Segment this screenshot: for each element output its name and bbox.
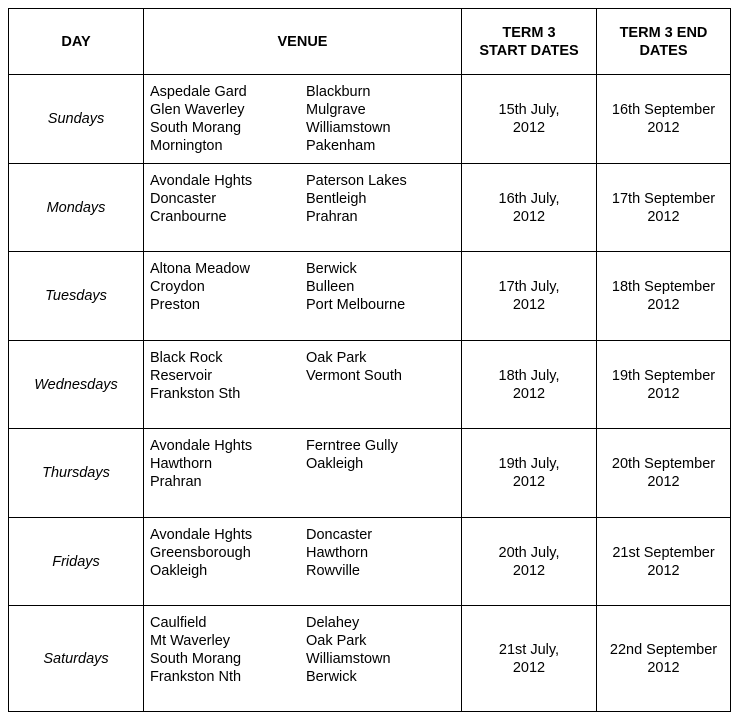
venue-column-2 xyxy=(306,260,456,314)
venue-name: Berwick xyxy=(306,669,357,685)
term-start-date: 17th July, 2012 xyxy=(498,279,560,313)
term-start-date: 21st July, 2012 xyxy=(498,641,560,676)
table-row xyxy=(9,252,731,341)
table-row xyxy=(9,606,731,712)
term-start-cell xyxy=(462,429,597,518)
term-end-date: 20th September 2012 xyxy=(611,456,716,490)
term-end-cell xyxy=(597,164,731,252)
venue-name: Hawthorn xyxy=(150,456,213,472)
venue-name: Paterson Lakes xyxy=(306,173,407,189)
term-start-date: 20th July, 2012 xyxy=(498,544,560,579)
venue-name: Mulgrave xyxy=(306,102,366,118)
venue-name: Reservoir xyxy=(150,368,213,384)
venue-name: Rowville xyxy=(306,563,360,579)
term-start-date: 15th July, 2012 xyxy=(498,102,560,136)
venue-name: Oak Park xyxy=(306,633,367,649)
venue-name: Greensborough xyxy=(150,545,251,561)
day-cell: Tuesdays xyxy=(9,252,144,341)
venue-column-2 xyxy=(306,526,456,580)
venue-name: Oak Park xyxy=(306,350,367,366)
venue-name: Frankston Nth xyxy=(150,669,242,685)
venue-name: Mornington xyxy=(150,138,223,154)
term-end-date: 19th September 2012 xyxy=(611,367,716,402)
table-row xyxy=(9,75,731,164)
term-start-cell xyxy=(462,606,597,712)
term-end-date: 22nd September 2012 xyxy=(609,641,718,676)
day-cell: Fridays xyxy=(9,518,144,606)
header-day: DAY xyxy=(9,9,144,75)
term-end-date: 21st September 2012 xyxy=(612,544,715,579)
term-end-cell xyxy=(597,75,731,164)
term-end-cell xyxy=(597,429,731,518)
venue-name: Prahran xyxy=(150,474,202,490)
term-end-cell xyxy=(597,518,731,606)
venue-column-1 xyxy=(150,260,306,314)
venue-name: Pakenham xyxy=(306,138,376,154)
day-cell: Saturdays xyxy=(9,606,144,712)
venue-name: Mt Waverley xyxy=(150,633,231,649)
venue-name: South Morang xyxy=(150,651,242,667)
term-dates-table xyxy=(8,8,731,712)
venue-cell xyxy=(144,518,462,606)
venue-name: Doncaster xyxy=(306,527,373,543)
table-row xyxy=(9,429,731,518)
term-start-cell xyxy=(462,341,597,429)
term-end-date: 18th September 2012 xyxy=(611,279,716,313)
venue-name: Caulfield xyxy=(150,615,207,631)
venue-cell xyxy=(144,606,462,712)
term-end-cell xyxy=(597,341,731,429)
venue-name: Avondale Hghts xyxy=(150,438,253,454)
header-term-end-text: TERM 3 END DATES xyxy=(619,24,708,59)
venue-name: Glen Waverley xyxy=(150,102,245,118)
term-end-cell xyxy=(597,252,731,341)
venue-name: Avondale Hghts xyxy=(150,527,253,543)
venue-cell xyxy=(144,429,462,518)
venue-name: Cranbourne xyxy=(150,209,227,225)
venue-name: Oakleigh xyxy=(150,563,208,579)
table-row xyxy=(9,164,731,252)
term-start-cell xyxy=(462,75,597,164)
venue-column-1 xyxy=(150,614,306,686)
venue-name: Delahey xyxy=(306,615,360,631)
table-body xyxy=(9,75,731,712)
term-start-cell xyxy=(462,252,597,341)
venue-column-1 xyxy=(150,83,306,155)
header-term-start xyxy=(462,9,597,75)
header-term-start-text: TERM 3 START DATES xyxy=(479,24,579,59)
venue-name: Williamstown xyxy=(306,120,391,136)
venue-name: Aspedale Gard xyxy=(150,84,247,100)
term-start-cell xyxy=(462,164,597,252)
venue-name: Ferntree Gully xyxy=(306,438,398,454)
venue-name: Hawthorn xyxy=(306,545,369,561)
venue-name: Prahran xyxy=(306,209,358,225)
venue-cell xyxy=(144,164,462,252)
term-start-date: 19th July, 2012 xyxy=(498,456,560,490)
venue-column-2 xyxy=(306,437,456,491)
venue-name: Preston xyxy=(150,297,200,313)
venue-name: Port Melbourne xyxy=(306,297,406,313)
venue-name: Bentleigh xyxy=(306,191,367,207)
header-row xyxy=(9,9,731,75)
venue-cell xyxy=(144,341,462,429)
venue-name: Williamstown xyxy=(306,651,391,667)
table-row xyxy=(9,341,731,429)
venue-name: Altona Meadow xyxy=(150,261,250,277)
venue-name: Berwick xyxy=(306,261,357,277)
term-start-date: 16th July, 2012 xyxy=(498,190,560,225)
venue-name: Croydon xyxy=(150,279,205,295)
venue-name: Vermont South xyxy=(306,368,402,384)
term-start-cell xyxy=(462,518,597,606)
venue-column-1 xyxy=(150,437,306,491)
term-end-cell xyxy=(597,606,731,712)
venue-name: South Morang xyxy=(150,120,242,136)
venue-cell xyxy=(144,75,462,164)
venue-name: Doncaster xyxy=(150,191,217,207)
header-venue: VENUE xyxy=(144,9,462,75)
venue-name: Frankston Sth xyxy=(150,386,241,402)
term-start-date: 18th July, 2012 xyxy=(498,367,560,402)
table-row xyxy=(9,518,731,606)
venue-name: Black Rock xyxy=(150,350,223,366)
venue-column-2 xyxy=(306,83,456,155)
day-cell: Thursdays xyxy=(9,429,144,518)
day-cell: Wednesdays xyxy=(9,341,144,429)
day-cell: Mondays xyxy=(9,164,144,252)
venue-column-2 xyxy=(306,349,456,403)
venue-column-1 xyxy=(150,172,306,226)
venue-column-2 xyxy=(306,614,456,686)
term-end-date: 16th September 2012 xyxy=(611,102,716,136)
venue-name: Blackburn xyxy=(306,84,371,100)
header-term-end xyxy=(597,9,731,75)
venue-name: Avondale Hghts xyxy=(150,173,253,189)
venue-column-1 xyxy=(150,526,306,580)
venue-cell xyxy=(144,252,462,341)
term-end-date: 17th September 2012 xyxy=(611,190,716,225)
venue-column-1 xyxy=(150,349,306,403)
venue-name: Bulleen xyxy=(306,279,355,295)
venue-column-2 xyxy=(306,172,456,226)
venue-name: Oakleigh xyxy=(306,456,364,472)
day-cell: Sundays xyxy=(9,75,144,164)
